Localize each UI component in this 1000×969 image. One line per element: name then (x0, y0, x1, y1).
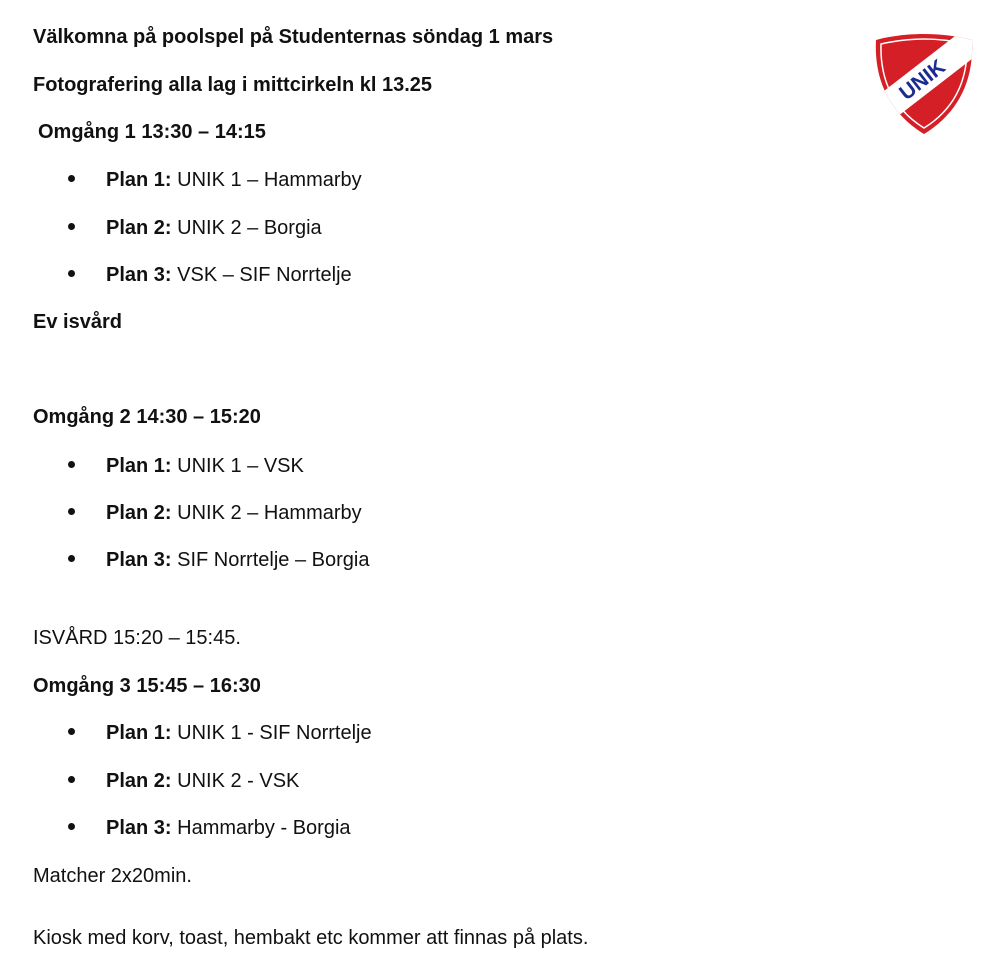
match-teams: UNIK 1 - SIF Norrtelje (177, 722, 372, 744)
bullet-icon (68, 508, 75, 515)
match-teams: UNIK 2 - VSK (177, 770, 300, 792)
plan-label: Plan 3: (106, 549, 172, 571)
plan-label: Plan 1: (106, 169, 172, 191)
bullet-icon (68, 728, 75, 735)
photo-info: Fotografering alla lag i mittcirkeln kl 13.25 (33, 74, 433, 96)
ice-break: ISVÅRD 15:20 – 15:45. (33, 627, 241, 649)
round1-title: Omgång 1 13:30 – 14:15 (38, 121, 266, 143)
list-item (68, 721, 372, 745)
match-teams: Hammarby - Borgia (177, 817, 351, 839)
kiosk-info: Kiosk med korv, toast, hembakt etc kommer att finnas på plats. (33, 927, 589, 949)
match-teams: UNIK 1 – Hammarby (177, 169, 362, 191)
bullet-icon (68, 175, 75, 182)
match-teams: UNIK 1 – VSK (177, 455, 304, 477)
match-teams: UNIK 2 – Borgia (177, 217, 322, 239)
match-teams: VSK – SIF Norrtelje (177, 264, 352, 286)
list-item (68, 216, 322, 240)
list-item (68, 263, 352, 287)
plan-label: Plan 2: (106, 217, 172, 239)
bullet-icon (68, 776, 75, 783)
match-teams: SIF Norrtelje – Borgia (177, 549, 370, 571)
plan-label: Plan 3: (106, 264, 172, 286)
round1-note: Ev isvård (33, 311, 122, 333)
bullet-icon (68, 823, 75, 830)
match-teams: UNIK 2 – Hammarby (177, 502, 362, 524)
bullet-icon (68, 555, 75, 562)
plan-label: Plan 1: (106, 722, 172, 744)
round2-title: Omgång 2 14:30 – 15:20 (33, 406, 261, 428)
bullet-icon (68, 270, 75, 277)
list-item (68, 168, 362, 192)
bullet-icon (68, 223, 75, 230)
bullet-icon (68, 461, 75, 468)
list-item (68, 501, 362, 525)
match-duration: Matcher 2x20min. (33, 865, 192, 887)
logo-text: UNIK (895, 55, 950, 105)
list-item (68, 548, 369, 572)
list-item (68, 454, 304, 478)
plan-label: Plan 1: (106, 455, 172, 477)
list-item (68, 769, 299, 793)
plan-label: Plan 2: (106, 770, 172, 792)
welcome-heading: Välkomna på poolspel på Studenternas söndag 1 mars (33, 26, 554, 48)
list-item (68, 816, 351, 840)
plan-label: Plan 2: (106, 502, 172, 524)
unik-logo (872, 30, 976, 138)
round3-title: Omgång 3 15:45 – 16:30 (33, 675, 261, 697)
plan-label: Plan 3: (106, 817, 172, 839)
